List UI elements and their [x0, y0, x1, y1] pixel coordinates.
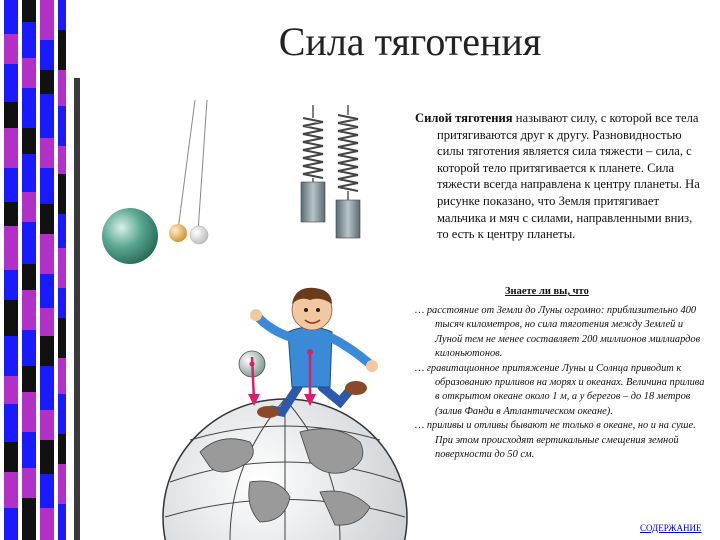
fact-item: … расстояние от Земли до Луны огромно: приблизительно 400 тысяч километров, но сила тяготения между Землей и Луной тем не менее составляет 200 миллионов миллиардов килоньютонов.	[415, 305, 701, 360]
definition-text: называют силу, с которой все тела притягиваются друг к другу. Разновидностью силы тяготения является сила тяжести – сила, с которой тело притягивается к планете. Сила тяжести всегда направлена к центру планеты. На рисунке показано, что Земля притягивает мальчика и мяч с силами, направленными вниз, то есть к центру планеты.	[437, 111, 700, 242]
definition-term: Силой тяготения	[415, 111, 513, 125]
facts-list	[415, 304, 705, 462]
vertical-divider	[74, 78, 80, 540]
fact-item: … приливы и отливы бывают не только в океане, но и на суше. При этом происходят вертикальные смещения земной поверхности до 50 см.	[415, 420, 696, 461]
definition-paragraph	[415, 110, 705, 243]
fact-item: … гравитационное притяжение Луны и Солнца приводит к образованию приливов на морях и океанах. Величина прилива в открытом океане около 1 м, а у берегов – до 18 метров (залив Фанди в Атлантическом океане).	[415, 362, 705, 417]
contents-link[interactable]: СОДЕРЖАНИЕ	[640, 523, 702, 533]
pendulum-springs-illustration	[100, 100, 370, 275]
slide-title: Сила тяготения	[278, 19, 542, 64]
decorative-stripe-bar	[0, 0, 70, 540]
globe-boy-illustration	[160, 282, 410, 540]
did-you-know-heading: Знаете ли вы, что	[505, 286, 589, 297]
